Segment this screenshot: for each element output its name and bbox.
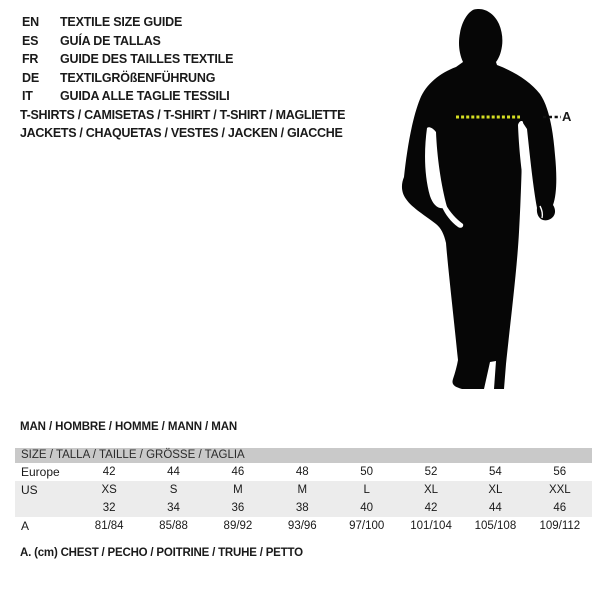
- size-cell: M: [297, 484, 308, 496]
- size-cell: 46: [231, 466, 245, 478]
- size-cell: 46: [553, 502, 567, 514]
- size-cell: 42: [424, 502, 438, 514]
- size-cell: 89/92: [223, 520, 253, 532]
- category-jackets: JACKETS / CHAQUETAS / VESTES / JACKEN / GIACCHE: [20, 126, 343, 141]
- size-cell: 85/88: [159, 520, 188, 532]
- table-row-uk: [15, 499, 592, 517]
- language-title: GUIDE DES TAILLES TEXTILE: [60, 52, 234, 67]
- size-cell: 81/84: [94, 520, 124, 532]
- size-table: [15, 448, 592, 535]
- language-title: TEXTILE SIZE GUIDE: [60, 15, 183, 29]
- size-cell: 36: [231, 502, 245, 514]
- size-cell: 32: [102, 502, 116, 514]
- table-row-europe: [15, 463, 592, 481]
- size-table-header: SIZE / TALLA / TAILLE / GRÖSSE / TAGLIA: [15, 448, 592, 463]
- man-body-shape: [402, 9, 556, 389]
- size-cell: 56: [553, 466, 567, 478]
- size-cell: XS: [101, 484, 117, 496]
- size-cell: 52: [424, 466, 438, 478]
- row-label: Europe: [21, 465, 60, 479]
- size-cell: 44: [167, 466, 180, 478]
- size-cell: 101/104: [410, 520, 452, 532]
- size-cell: S: [169, 484, 178, 496]
- language-code: ES: [22, 33, 39, 48]
- size-cell: M: [233, 484, 243, 496]
- size-cell: 40: [360, 502, 374, 514]
- section-title-man: MAN / HOMBRE / HOMME / MANN / MAN: [20, 421, 238, 433]
- size-cell: 48: [295, 466, 309, 478]
- size-cell: 44: [489, 502, 502, 514]
- size-cell: 97/100: [349, 520, 385, 532]
- size-cell: 34: [167, 502, 180, 514]
- table-row-us: [15, 481, 592, 499]
- size-cell: XL: [424, 484, 439, 496]
- size-cell: 42: [102, 466, 116, 478]
- size-cell: 109/112: [539, 520, 581, 532]
- size-cell: 105/108: [474, 520, 517, 532]
- measurement-footnote: A. (cm) CHEST / PECHO / POITRINE / TRUHE / PETTO: [20, 547, 303, 559]
- size-cell: XL: [488, 484, 503, 496]
- row-label: US: [21, 483, 38, 497]
- measure-label-a: A: [562, 109, 572, 124]
- size-cell: L: [363, 484, 370, 496]
- language-code: EN: [22, 15, 39, 29]
- language-title: GUÍA DE TALLAS: [60, 33, 161, 48]
- table-row-chest-cm: [15, 517, 592, 535]
- row-label: [15, 499, 77, 517]
- language-title: TEXTILGRÖßENFÜHRUNG: [60, 70, 216, 85]
- category-tshirts: T-SHIRTS / CAMISETAS / T-SHIRT / T-SHIRT / MAGLIETTE: [20, 108, 346, 122]
- language-code: IT: [22, 89, 33, 104]
- size-cell: XXL: [548, 484, 571, 496]
- size-cell: 93/96: [287, 520, 317, 532]
- size-cell: 38: [295, 502, 309, 514]
- language-code: DE: [22, 70, 39, 85]
- size-cell: 50: [360, 466, 374, 478]
- language-title: GUIDA ALLE TAGLIE TESSILI: [60, 89, 230, 104]
- row-label: A: [21, 519, 30, 533]
- language-code: FR: [22, 52, 39, 67]
- size-cell: 54: [489, 466, 502, 478]
